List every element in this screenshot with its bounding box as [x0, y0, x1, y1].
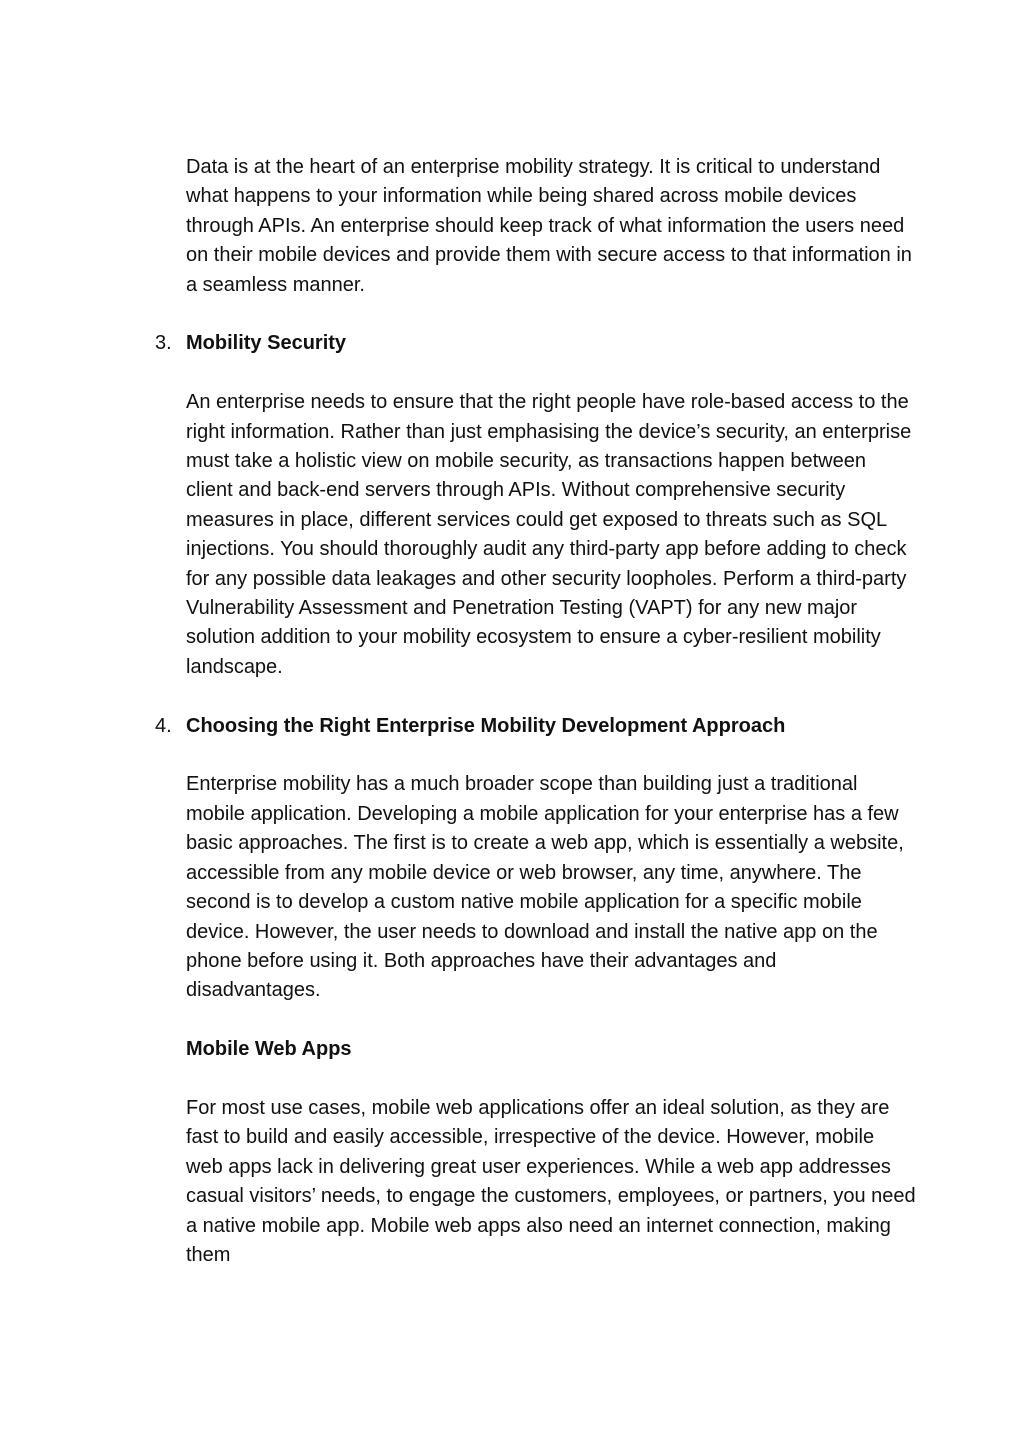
section-number: 3. [155, 332, 172, 355]
section-heading-development-approach [155, 712, 916, 741]
section-title: Mobility Security [186, 332, 347, 355]
subsection-heading-mobile-web-apps: Mobile Web Apps [186, 1038, 352, 1061]
document-body [155, 153, 916, 1270]
intro-paragraph: Data is at the heart of an enterprise mobility strategy. It is critical to understand what happens to your information while being shared across mobile devices through APIs. An enterprise should keep track of what information the users need on their mobile devices and provide them with secure access to that information in a seamless manner. [186, 156, 912, 296]
section-heading-mobility-security [155, 329, 916, 358]
development-approach-paragraph: Enterprise mobility has a much broader scope than building just a traditional mobile application. Developing a mobile application for your enterprise has a few basic approaches. The first is to create a web app, which is essentially a website, accessible from any mobile device or web browser, any time, anywhere. The second is to develop a custom native mobile application for a specific mobile device. However, the user needs to download and install the native app on the phone before using it. Both approaches have their advantages and disadvantages. [186, 773, 904, 1002]
section-number: 4. [155, 714, 172, 737]
mobility-security-paragraph: An enterprise needs to ensure that the right people have role-based access to the right information. Rather than just emphasising the device’s security, an enterprise must take a holistic view on mobile security, as transactions happen between client and back-end servers through APIs. Without comprehensive security measures in place, different services could get exposed to threats such as SQL injections. You should thoroughly audit any third-party app before adding to check for any possible data leakages and other security loopholes. Perform a third-party Vulnerability Assessment and Penetration Testing (VAPT) for any new major solution addition to your mobility ecosystem to ensure a cyber-resilient mobility landscape. [186, 391, 912, 678]
mobile-web-apps-paragraph: For most use cases, mobile web applications offer an ideal solution, as they are fast to build and easily accessible, irrespective of the device. However, mobile web apps lack in delivering great user experiences. While a web app addresses casual visitors’ needs, to engage the customers, employees, or partners, you need a native mobile app. Mobile web apps also need an internet connection, making them [186, 1096, 916, 1266]
section-title: Choosing the Right Enterprise Mobility Development Approach [186, 714, 786, 737]
